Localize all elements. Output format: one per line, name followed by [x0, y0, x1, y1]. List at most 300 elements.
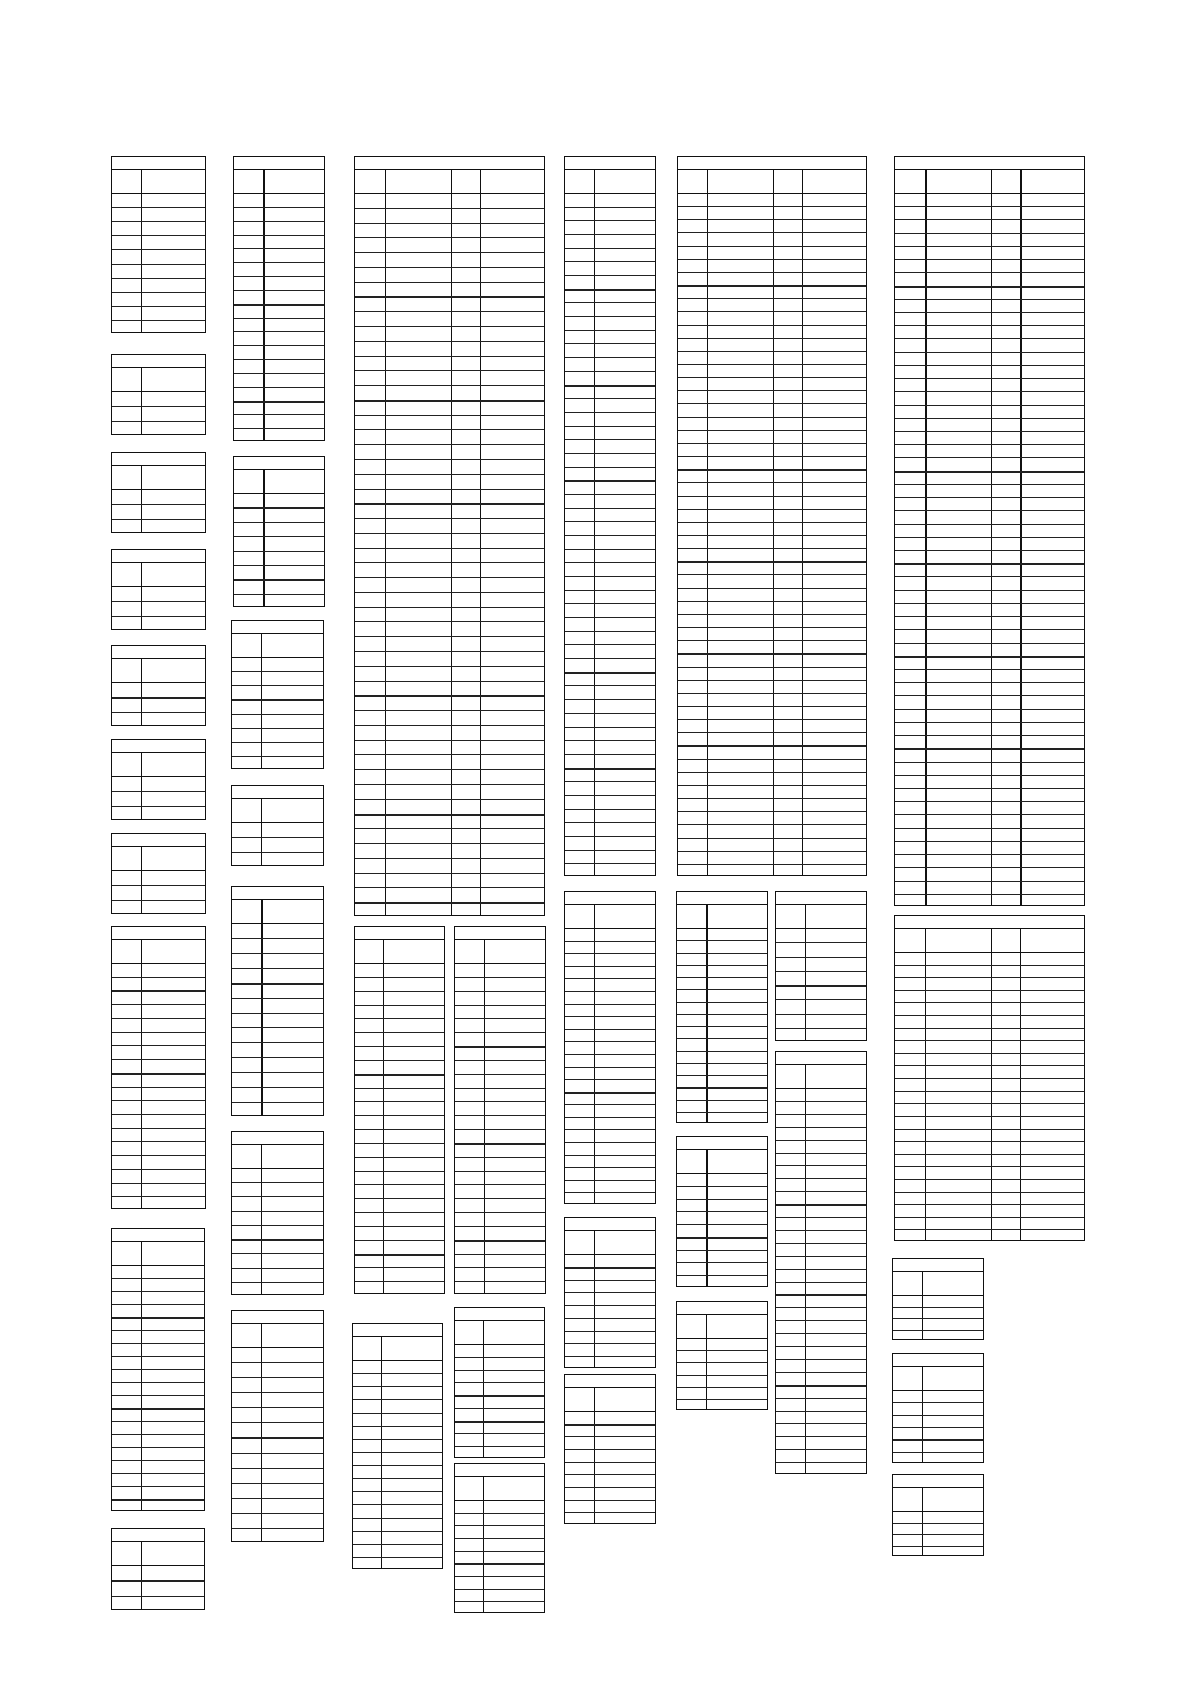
table-row-rule	[234, 414, 324, 415]
table-row-rule	[232, 1282, 323, 1283]
table-row-rule	[565, 941, 655, 942]
table-row-rule	[355, 1005, 444, 1006]
table-row-rule	[678, 693, 866, 694]
table-row-rule	[112, 1330, 204, 1331]
table-row-rule	[565, 412, 655, 413]
table-row-rule	[234, 401, 324, 403]
table-row-rule	[455, 1198, 545, 1199]
table-row-rule	[678, 377, 866, 378]
table-header-row	[565, 904, 655, 929]
table-row-rule	[455, 1370, 544, 1371]
table-row-rule	[893, 1452, 983, 1453]
table-row-rule	[895, 1179, 1084, 1180]
table-row-rule	[234, 318, 324, 319]
table-header-row	[895, 169, 1084, 194]
table-row-rule	[678, 522, 866, 523]
table-row-rule	[565, 234, 655, 235]
table-row-rule	[677, 1112, 767, 1113]
data-table	[894, 915, 1085, 1241]
table-row-rule	[677, 1350, 767, 1351]
table-row-rule	[895, 867, 1084, 868]
data-table	[454, 1463, 545, 1613]
data-table	[354, 156, 545, 916]
table-row-rule	[112, 1473, 204, 1474]
table-row-rule	[776, 1256, 866, 1257]
table-row-rule	[895, 352, 1084, 353]
table-row-rule	[112, 504, 205, 505]
table-row-rule	[895, 233, 1084, 234]
table-row-rule	[455, 1601, 544, 1602]
table-row-rule	[895, 965, 1084, 966]
table-row-rule	[678, 325, 866, 326]
data-table	[111, 1528, 205, 1610]
table-row-rule	[895, 590, 1084, 591]
table-row-rule	[455, 1421, 544, 1423]
table-row-rule	[678, 206, 866, 207]
table-row-rule	[355, 1267, 444, 1268]
table-row-rule	[678, 706, 866, 707]
table-row-rule	[776, 1346, 866, 1347]
data-table	[111, 926, 206, 1209]
table-row-rule	[895, 1154, 1084, 1155]
table-row-rule	[455, 1538, 544, 1539]
table-row-rule	[895, 1192, 1084, 1193]
table-row-rule	[565, 508, 655, 509]
table-row-rule	[565, 1424, 655, 1426]
table-row-rule	[112, 977, 205, 978]
table-row-rule	[893, 1427, 983, 1428]
table-row-rule	[893, 1534, 983, 1535]
table-row-rule	[112, 1045, 205, 1046]
table-row-rule	[455, 1281, 545, 1282]
table-row-rule	[895, 457, 1084, 458]
table-row-rule	[565, 1167, 655, 1168]
table-row-rule	[353, 1465, 442, 1466]
table-row-rule	[234, 565, 324, 566]
table-row-rule	[776, 1294, 866, 1296]
table-row-rule	[355, 237, 544, 238]
data-table	[111, 354, 206, 435]
table-row-rule	[565, 494, 655, 495]
table-row-rule	[232, 1072, 323, 1073]
table-row-rule	[565, 576, 655, 577]
table-row-rule	[355, 636, 544, 637]
table-row-rule	[355, 548, 544, 549]
table-row-rule	[455, 1240, 545, 1242]
table-row-rule	[355, 843, 544, 844]
table-row-rule	[355, 1088, 444, 1089]
table-row-rule	[565, 754, 655, 755]
table-row-rule	[355, 503, 544, 505]
table-row-rule	[232, 968, 323, 969]
table-row-rule	[455, 1551, 544, 1552]
table-row-rule	[355, 1212, 444, 1213]
table-row-rule	[565, 1343, 655, 1344]
table-row-rule	[355, 681, 544, 682]
table-row-rule	[232, 1453, 323, 1454]
table-row-rule	[895, 431, 1084, 432]
table-row-rule	[234, 428, 324, 429]
table-header-row	[232, 798, 323, 823]
table-row-rule	[234, 331, 324, 332]
table-row-rule	[232, 1377, 323, 1378]
table-row-rule	[355, 651, 544, 652]
table-row-rule	[232, 728, 323, 729]
table-row-rule	[112, 207, 205, 208]
table-row-rule	[565, 207, 655, 208]
table-row-rule	[677, 1399, 767, 1400]
table-row-rule	[893, 1439, 983, 1441]
table-row-rule	[355, 607, 544, 608]
table-row-rule	[776, 1140, 866, 1141]
table-row-rule	[776, 1269, 866, 1270]
table-row-rule	[565, 549, 655, 550]
table-row-rule	[565, 316, 655, 317]
table-row-rule	[678, 496, 866, 497]
table-row-rule	[776, 1307, 866, 1308]
table-row-rule	[112, 235, 205, 236]
table-row-rule	[678, 667, 866, 668]
table-row-rule	[112, 1486, 204, 1487]
table-header-row	[776, 1064, 866, 1089]
table-row-rule	[353, 1531, 442, 1532]
table-row-rule	[112, 1395, 204, 1396]
table-row-rule	[232, 953, 323, 954]
table-row-rule	[678, 732, 866, 733]
data-table	[233, 456, 325, 607]
table-row-rule	[776, 1127, 866, 1128]
table-row-rule	[232, 1392, 323, 1393]
table-row-rule	[677, 1051, 767, 1052]
table-row-rule	[776, 999, 866, 1000]
column-divider	[141, 465, 142, 532]
table-row-rule	[678, 719, 866, 720]
data-table	[111, 645, 206, 726]
table-row-rule	[895, 1002, 1084, 1003]
table-row-rule	[112, 1169, 205, 1170]
column-divider	[483, 1320, 484, 1457]
table-row-rule	[565, 953, 655, 954]
data-table	[564, 1217, 656, 1368]
table-row-rule	[565, 1054, 655, 1055]
table-row-rule	[565, 1500, 655, 1501]
table-row-rule	[565, 768, 655, 770]
table-row-rule	[112, 1369, 204, 1370]
table-row-rule	[677, 1100, 767, 1101]
table-row-rule	[776, 1436, 866, 1437]
table-row-rule	[678, 548, 866, 549]
table-row-rule	[893, 1402, 983, 1403]
table-row-rule	[565, 991, 655, 992]
table-row-rule	[355, 518, 544, 519]
data-table	[111, 1228, 205, 1511]
table-row-rule	[678, 798, 866, 799]
table-row-rule	[112, 1141, 205, 1142]
table-row-rule	[678, 430, 866, 431]
table-row-rule	[455, 1254, 545, 1255]
table-row-rule	[232, 1468, 323, 1469]
table-row-rule	[355, 489, 544, 490]
table-row-rule	[355, 385, 544, 386]
table-row-rule	[776, 1165, 866, 1166]
table-row-rule	[112, 278, 205, 279]
table-row-rule	[565, 863, 655, 864]
table-row-rule	[678, 614, 866, 615]
table-row-rule	[678, 482, 866, 483]
table-row-rule	[677, 1224, 767, 1225]
table-row-rule	[455, 1446, 544, 1447]
data-table	[676, 891, 768, 1123]
table-row-rule	[895, 656, 1084, 658]
table-row-rule	[893, 1307, 983, 1308]
table-row-rule	[678, 390, 866, 391]
table-row-rule	[565, 822, 655, 823]
table-row-rule	[776, 1411, 866, 1412]
table-row-rule	[232, 1498, 323, 1499]
table-row-rule	[895, 977, 1084, 978]
column-divider	[594, 1387, 595, 1523]
table-row-rule	[232, 1422, 323, 1423]
table-row-rule	[112, 221, 205, 222]
table-row-rule	[895, 1229, 1084, 1230]
table-row-rule	[455, 1433, 544, 1434]
table-row-rule	[112, 1317, 204, 1319]
table-header-row	[565, 169, 655, 194]
table-header-row	[565, 1230, 655, 1255]
table-row-rule	[895, 735, 1084, 736]
table-row-rule	[565, 1449, 655, 1450]
table-row-rule	[895, 1103, 1084, 1104]
table-row-rule	[895, 1217, 1084, 1218]
table-row-rule	[895, 1141, 1084, 1142]
table-row-rule	[893, 1415, 983, 1416]
table-row-rule	[353, 1413, 442, 1414]
table-header-row	[234, 169, 324, 194]
table-row-rule	[677, 1262, 767, 1263]
table-row-rule	[678, 772, 866, 773]
table-row-rule	[234, 304, 324, 306]
table-row-rule	[678, 417, 866, 418]
table-row-rule	[776, 1191, 866, 1192]
table-row-rule	[232, 1239, 323, 1241]
table-row-rule	[455, 1576, 544, 1577]
table-row-rule	[565, 795, 655, 796]
table-row-rule	[677, 1026, 767, 1027]
table-row-rule	[455, 1046, 545, 1048]
table-row-rule	[355, 1046, 444, 1047]
table-row-rule	[565, 521, 655, 522]
table-header-row	[112, 562, 205, 587]
table-row-rule	[355, 769, 544, 770]
table-row-rule	[895, 497, 1084, 498]
table-row-rule	[895, 259, 1084, 260]
table-row-rule	[455, 1212, 545, 1213]
table-row-rule	[353, 1452, 442, 1453]
table-row-rule	[565, 289, 655, 291]
table-header-row	[112, 752, 205, 777]
table-row-rule	[232, 1362, 323, 1363]
table-row-rule	[678, 785, 866, 786]
table-row-rule	[895, 1116, 1084, 1117]
table-row-rule	[678, 588, 866, 589]
table-row-rule	[232, 1027, 323, 1028]
table-row-rule	[232, 1087, 323, 1088]
table-row-rule	[234, 235, 324, 236]
table-row-rule	[234, 290, 324, 291]
table-row-rule	[565, 1104, 655, 1105]
table-row-rule	[895, 762, 1084, 763]
table-row-rule	[895, 510, 1084, 511]
table-row-rule	[565, 1117, 655, 1118]
table-row-rule	[355, 1074, 444, 1076]
table-row-rule	[355, 562, 544, 563]
table-row-rule	[112, 421, 205, 422]
table-row-rule	[355, 1101, 444, 1102]
table-row-rule	[776, 957, 866, 958]
table-row-rule	[234, 579, 324, 581]
table-row-rule	[565, 371, 655, 372]
table-row-rule	[455, 1589, 544, 1590]
table-row-rule	[895, 775, 1084, 776]
table-row-rule	[678, 298, 866, 299]
table-row-rule	[895, 695, 1084, 696]
table-header-row	[893, 1271, 983, 1296]
table-row-rule	[232, 998, 323, 999]
table-row-rule	[677, 1199, 767, 1200]
table-row-rule	[565, 740, 655, 741]
table-row-rule	[234, 262, 324, 263]
table-row-rule	[112, 791, 205, 792]
table-row-rule	[112, 320, 205, 321]
table-header-row	[455, 1476, 544, 1501]
table-row-rule	[895, 246, 1084, 247]
table-row-rule	[112, 292, 205, 293]
table-row-rule	[895, 444, 1084, 445]
table-row-rule	[895, 894, 1084, 895]
table-row-rule	[776, 1372, 866, 1373]
table-header-row	[893, 1487, 983, 1512]
table-row-rule	[353, 1478, 442, 1479]
table-row-rule	[678, 627, 866, 628]
table-row-rule	[565, 275, 655, 276]
table-row-rule	[678, 745, 866, 747]
table-row-rule	[895, 722, 1084, 723]
table-row-rule	[112, 1382, 204, 1383]
table-row-rule	[678, 640, 866, 641]
table-row-rule	[677, 1237, 767, 1239]
table-row-rule	[678, 535, 866, 536]
table-row-rule	[895, 603, 1084, 604]
data-table	[775, 891, 867, 1041]
table-row-rule	[112, 1128, 205, 1129]
table-row-rule	[355, 252, 544, 253]
table-row-rule	[895, 272, 1084, 273]
column-divider	[483, 1476, 484, 1612]
table-row-rule	[776, 1398, 866, 1399]
table-row-rule	[353, 1373, 442, 1374]
table-row-rule	[234, 507, 324, 509]
table-row-rule	[776, 942, 866, 943]
table-row-rule	[355, 858, 544, 859]
table-row-rule	[455, 1525, 544, 1526]
table-header-row	[112, 465, 205, 490]
table-row-rule	[678, 311, 866, 312]
table-row-rule	[565, 1318, 655, 1319]
table-row-rule	[895, 206, 1084, 207]
column-divider	[1020, 928, 1021, 1240]
data-table	[892, 1353, 984, 1463]
table-row-rule	[895, 378, 1084, 379]
table-row-rule	[893, 1318, 983, 1319]
table-row-rule	[677, 1087, 767, 1089]
table-row-rule	[232, 1042, 323, 1043]
table-row-rule	[565, 658, 655, 659]
data-table	[352, 1323, 443, 1569]
table-row-rule	[565, 480, 655, 482]
table-row-rule	[565, 1004, 655, 1005]
table-row-rule	[895, 576, 1084, 577]
table-row-rule	[677, 1250, 767, 1251]
table-row-rule	[355, 296, 544, 298]
table-row-rule	[455, 1357, 544, 1358]
table-row-rule	[565, 617, 655, 618]
table-row-rule	[455, 1018, 545, 1019]
table-row-rule	[112, 1018, 205, 1019]
table-row-rule	[455, 1060, 545, 1061]
table-row-rule	[232, 938, 323, 939]
table-row-rule	[895, 990, 1084, 991]
data-table	[676, 1301, 768, 1410]
table-row-rule	[455, 1143, 545, 1145]
table-row-rule	[565, 261, 655, 262]
table-row-rule	[895, 828, 1084, 829]
table-row-rule	[353, 1491, 442, 1492]
table-header-row	[895, 928, 1084, 953]
table-row-rule	[355, 429, 544, 430]
table-row-rule	[455, 1129, 545, 1130]
table-row-rule	[895, 881, 1084, 882]
column-divider	[261, 798, 262, 865]
data-table	[231, 1131, 324, 1295]
table-row-rule	[895, 1053, 1084, 1054]
table-row-rule	[565, 978, 655, 979]
table-row-rule	[232, 1513, 323, 1514]
table-row-rule	[776, 971, 866, 972]
table-row-rule	[565, 343, 655, 344]
table-row-rule	[112, 1100, 205, 1101]
table-row-rule	[112, 990, 205, 992]
table-row-rule	[565, 1192, 655, 1193]
table-row-rule	[232, 742, 323, 743]
table-header-row	[232, 899, 323, 924]
table-row-rule	[678, 601, 866, 602]
table-row-rule	[112, 806, 205, 807]
column-divider	[706, 1149, 708, 1286]
data-table	[231, 886, 324, 1116]
column-divider	[261, 899, 263, 1115]
table-row-rule	[565, 1474, 655, 1475]
table-row-rule	[895, 471, 1084, 473]
table-row-rule	[565, 1180, 655, 1181]
table-row-rule	[678, 838, 866, 839]
table-row-rule	[895, 1015, 1084, 1016]
table-row-rule	[112, 249, 205, 250]
table-row-rule	[355, 1184, 444, 1185]
table-row-rule	[895, 841, 1084, 842]
table-row-rule	[355, 1115, 444, 1116]
table-row-rule	[895, 1028, 1084, 1029]
table-row-rule	[112, 1278, 204, 1279]
